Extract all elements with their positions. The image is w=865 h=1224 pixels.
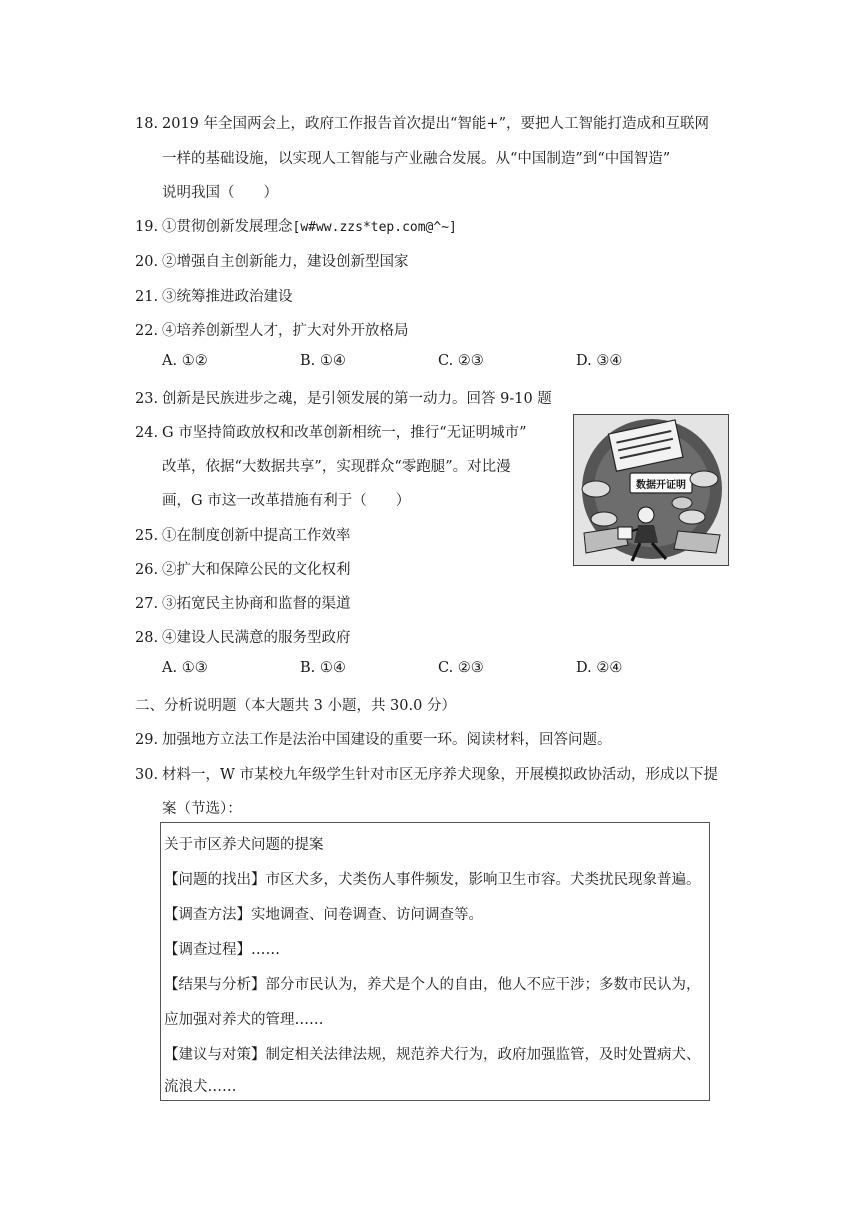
question-number: 18. [135,116,159,132]
proposal-line: 应加强对养犬的管理…… [164,1012,324,1028]
question-number: 29. [135,732,159,748]
question-30 [135,763,718,784]
question-text: 创新是民族进步之魂，是引领发展的第一动力。回答 9-10 题 [162,391,552,407]
question-30-line-2: 案（节选）： [162,801,242,817]
question-number: 27. [135,596,159,612]
question-26 [135,558,351,579]
proposal-line: 【结果与分析】部分市民认为，养犬是个人的自由，他人不应干涉；多数市民认为， [164,977,701,993]
question-29 [135,728,612,749]
question-25 [135,524,351,545]
question-18-line-3: 说明我国（ ） [162,185,278,201]
option-b[interactable]: B. ①④ [300,353,346,369]
question-text: ④培养创新型人才，扩大对外开放格局 [162,323,409,339]
question-text: ④建设人民满意的服务型政府 [162,630,351,646]
question-number: 22. [135,323,159,339]
question-18-line-2: 一样的基础设施，以实现人工智能与产业融合发展。从“中国制造”到“中国智造” [162,151,671,167]
question-text: G 市坚持简政放权和改革创新相统一，推行“无证明城市” [162,425,527,441]
proposal-title: 关于市区养犬问题的提案 [164,837,324,853]
question-number: 21. [135,289,159,305]
proposal-line: 【问题的找出】市区犬多，犬类伤人事件频发，影响卫生市容。犬类扰民现象普遍。 [164,872,701,888]
proposal-line: 【调查过程】…… [164,942,280,958]
option-c[interactable]: C. ②③ [438,660,484,676]
question-text: 材料一，W 市某校九年级学生针对市区无序养犬现象，开展模拟政协活动，形成以下提 [162,767,719,783]
watermark-text: [w#ww.zzs*tep.com@^~] [292,220,457,235]
question-24 [135,421,527,442]
question-20 [135,250,409,271]
option-c[interactable]: C. ②③ [438,353,484,369]
question-number: 24. [135,425,159,441]
question-text: ②增强自主创新能力，建设创新型国家 [162,254,409,270]
question-text: 加强地方立法工作是法治中国建设的重要一环。阅读材料，回答问题。 [162,732,612,748]
question-number: 25. [135,528,159,544]
question-18 [135,112,709,133]
option-d[interactable]: D. ②④ [576,660,623,676]
question-text: ②扩大和保障公民的文化权利 [162,562,351,578]
cartoon-image [573,414,729,566]
question-23 [135,387,552,408]
question-number: 28. [135,630,159,646]
proposal-line: 【调查方法】实地调查、问卷调查、访问调查等。 [164,907,483,923]
question-24-line-2: 改革，依据“大数据共享”，实现群众“零跑腿”。对比漫 [162,459,511,475]
proposal-box [160,822,710,1101]
question-text: ①在制度创新中提高工作效率 [162,528,351,544]
question-22 [135,319,409,340]
question-21 [135,285,293,306]
section-heading: 二、分析说明题（本大题共 3 小题，共 30.0 分） [135,698,456,714]
option-b[interactable]: B. ①④ [300,660,346,676]
question-number: 19. [135,219,159,235]
option-a[interactable]: A. ①② [162,353,208,369]
proposal-line: 流浪犬…… [164,1079,237,1095]
question-number: 26. [135,562,159,578]
question-24-line-3: 画，G 市这一改革措施有利于（ ） [162,493,411,509]
question-28 [135,626,351,647]
question-19 [135,215,457,236]
cartoon-illustration [574,415,728,565]
question-text: 2019 年全国两会上，政府工作报告首次提出“智能+”，要把人工智能打造成和互联网 [162,116,709,132]
question-text: ③统筹推进政治建设 [162,289,293,305]
question-text: ①贯彻创新发展理念 [162,219,293,235]
question-number: 30. [135,767,159,783]
question-27 [135,592,351,613]
question-number: 23. [135,391,159,407]
question-text: ③拓宽民主协商和监督的渠道 [162,596,351,612]
proposal-line: 【建议与对策】制定相关法律法规，规范养犬行为，政府加强监管，及时处置病犬、 [164,1047,701,1063]
question-number: 20. [135,254,159,270]
cartoon-sign-text: 数据开证明 [636,480,686,491]
option-a[interactable]: A. ①③ [162,660,208,676]
option-d[interactable]: D. ③④ [576,353,623,369]
